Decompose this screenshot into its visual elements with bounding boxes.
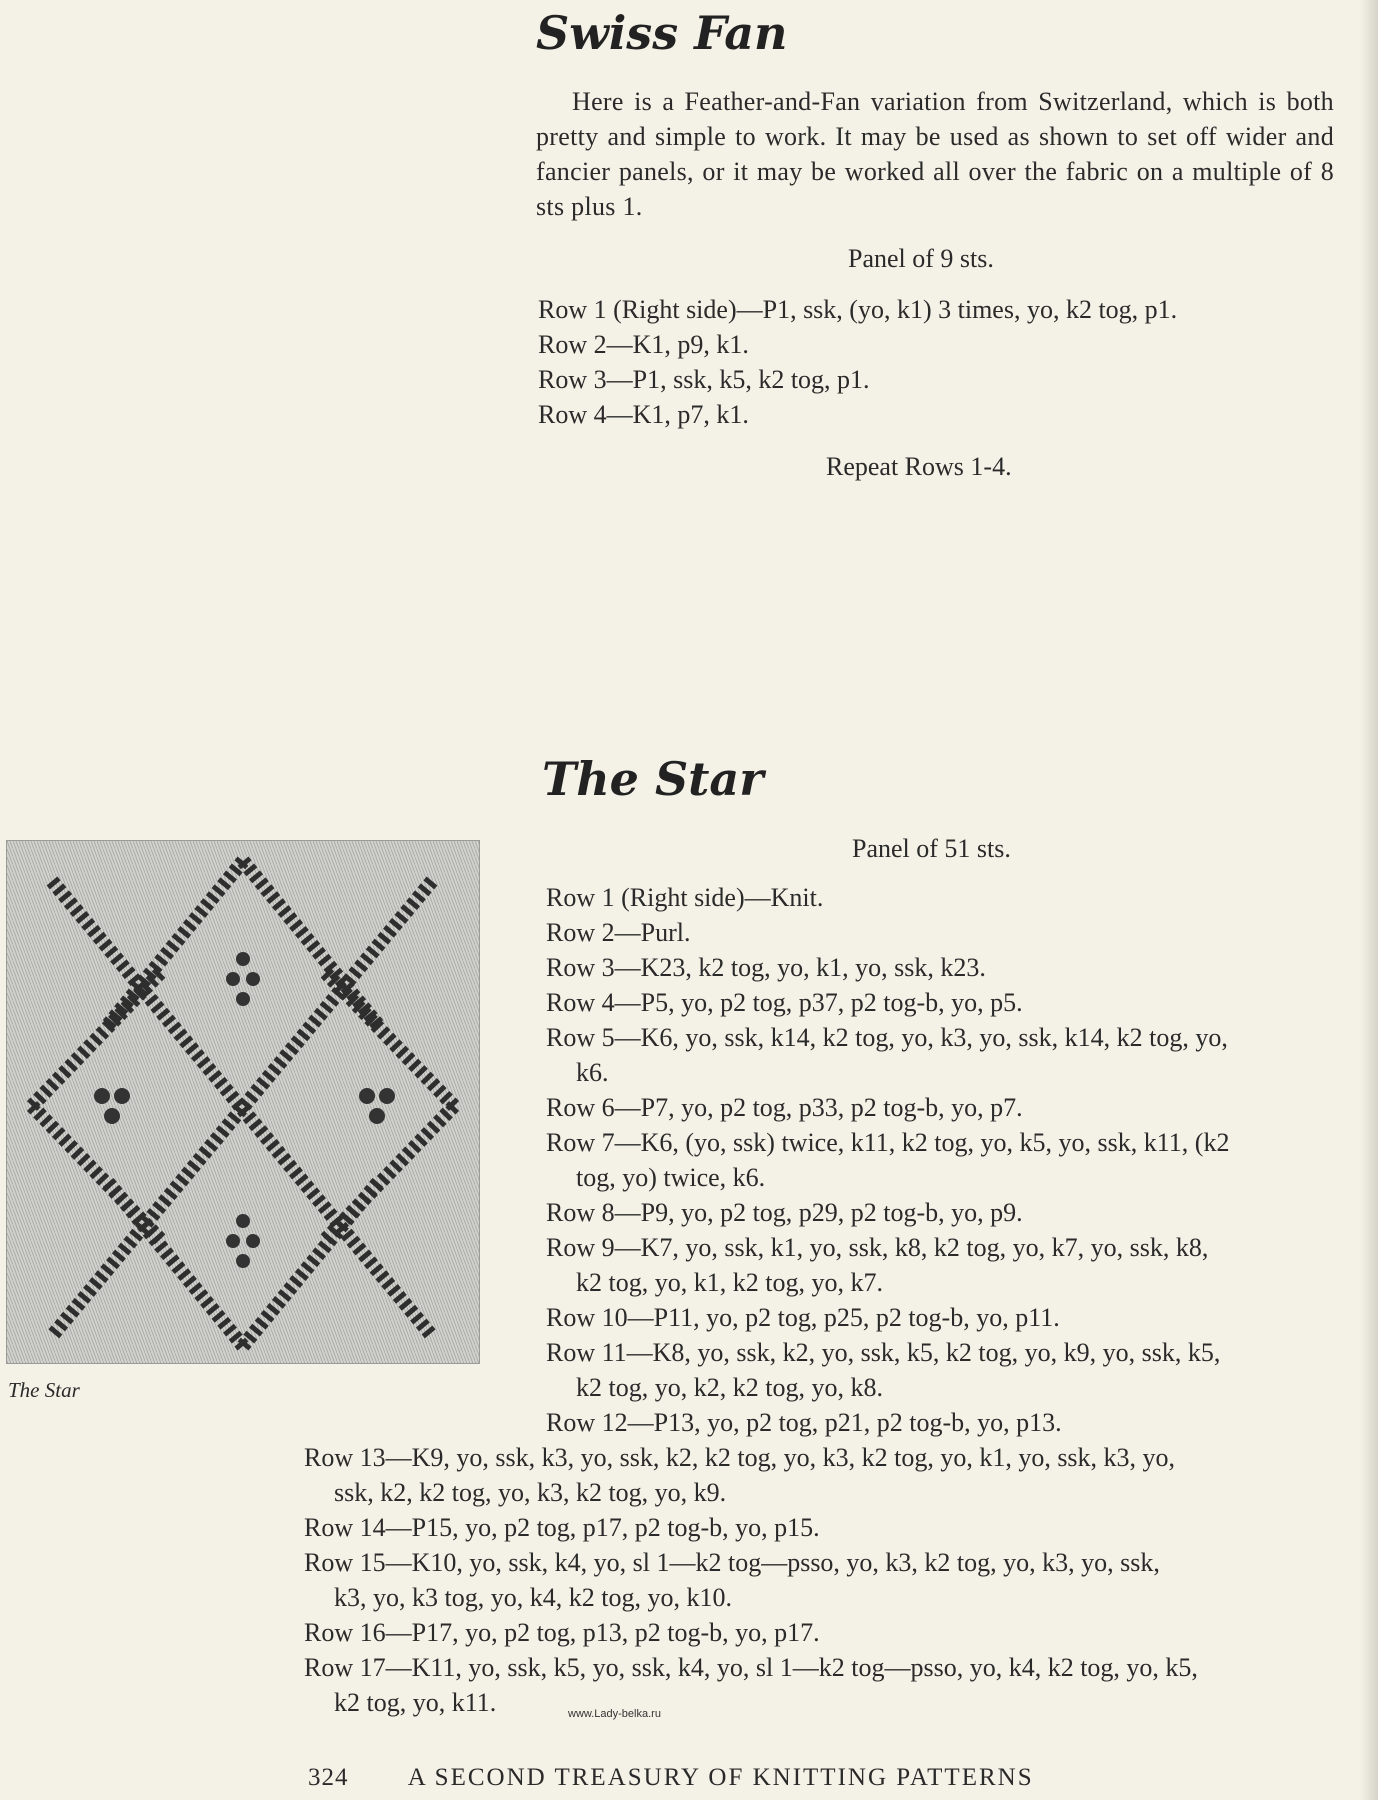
swiss-fan-instructions — [538, 292, 1338, 432]
star-row-line: Row 16—P17, yo, p2 tog, p13, p2 tog-b, yo, p17. — [304, 1618, 820, 1647]
star-row-continuation: k3, yo, k3 tog, yo, k4, k2 tog, yo, k10. — [334, 1583, 732, 1612]
star-row — [546, 1090, 1346, 1125]
star-row-continuation: k2 tog, yo, k1, k2 tog, yo, k7. — [576, 1268, 883, 1297]
swiss-fan-row: Row 2—K1, p9, k1. — [538, 330, 749, 359]
star-row — [546, 1195, 1346, 1230]
star-row-line: Row 10—P11, yo, p2 tog, p25, p2 tog-b, yo, p11. — [546, 1303, 1060, 1332]
swiss-fan-panel: Panel of 9 sts. — [848, 244, 994, 273]
star-row-continuation: tog, yo) twice, k6. — [576, 1163, 766, 1192]
swiss-fan-row: Row 3—P1, ssk, k5, k2 tog, p1. — [538, 365, 870, 394]
star-row — [546, 1125, 1346, 1195]
the-star-panel: Panel of 51 sts. — [852, 834, 1011, 863]
page-edge-shadow — [1360, 0, 1378, 1800]
the-star-instructions-narrow — [546, 880, 1346, 1440]
star-row — [546, 1300, 1346, 1335]
star-row-line: Row 15—K10, yo, ssk, k4, yo, sl 1—k2 tog—psso, yo, k3, k2 tog, yo, k3, yo, ssk, — [304, 1548, 1160, 1577]
page-number: 324 — [308, 1764, 349, 1791]
star-row-continuation: k2 tog, yo, k2, k2 tog, yo, k8. — [576, 1373, 883, 1402]
star-row-line: Row 11—K8, yo, ssk, k2, yo, ssk, k5, k2 tog, yo, k9, yo, ssk, k5, — [546, 1338, 1221, 1367]
star-row — [304, 1510, 1364, 1545]
star-row — [546, 880, 1346, 915]
star-row-line: Row 4—P5, yo, p2 tog, p37, p2 tog-b, yo, p5. — [546, 988, 1023, 1017]
star-row-line: Row 9—K7, yo, ssk, k1, yo, ssk, k8, k2 tog, yo, k7, yo, ssk, k8, — [546, 1233, 1209, 1262]
star-row-line: Row 8—P9, yo, p2 tog, p29, p2 tog-b, yo, p9. — [546, 1198, 1023, 1227]
star-row-continuation: k2 tog, yo, k11. — [334, 1688, 497, 1717]
star-row-line: Row 17—K11, yo, ssk, k5, yo, ssk, k4, yo, sl 1—k2 tog—psso, yo, k4, k2 tog, yo, k5, — [304, 1653, 1198, 1682]
star-row-line: Row 2—Purl. — [546, 918, 691, 947]
star-row-line: Row 6—P7, yo, p2 tog, p33, p2 tog-b, yo, p7. — [546, 1093, 1023, 1122]
star-row — [546, 915, 1346, 950]
star-row — [304, 1545, 1364, 1615]
star-row-line: Row 7—K6, (yo, ssk) twice, k11, k2 tog, yo, k5, yo, ssk, k11, (k2 — [546, 1128, 1230, 1157]
swiss-fan-repeat: Repeat Rows 1-4. — [826, 452, 1012, 481]
swiss-fan-intro: Here is a Feather-and-Fan variation from Switzerland, which is both pretty and simple to work. It may be used as shown to set off wider and fancier panels, or it may be worked all over the fabric on a multiple of 8 sts plus 1. — [536, 87, 1334, 221]
book-title: A SECOND TREASURY OF KNITTING PATTERNS — [407, 1764, 1034, 1791]
page-footer — [308, 1764, 1034, 1792]
star-row-line: Row 12—P13, yo, p2 tog, p21, p2 tog-b, yo, p13. — [546, 1408, 1062, 1437]
the-star-instructions-wide — [304, 1440, 1364, 1720]
star-row-line: Row 14—P15, yo, p2 tog, p17, p2 tog-b, yo, p15. — [304, 1513, 820, 1542]
star-row-continuation: k6. — [576, 1058, 609, 1087]
star-row — [546, 1230, 1346, 1300]
swiss-fan-title: Swiss Fan — [536, 6, 788, 60]
star-row-line: Row 13—K9, yo, ssk, k3, yo, ssk, k2, k2 tog, yo, k3, k2 tog, yo, k1, yo, ssk, k3, yo, — [304, 1443, 1176, 1472]
watermark: www.Lady-belka.ru — [568, 1708, 661, 1720]
star-row-continuation: ssk, k2, k2 tog, yo, k3, k2 tog, yo, k9. — [334, 1478, 727, 1507]
the-star-title: The Star — [542, 752, 764, 806]
star-row-line: Row 1 (Right side)—Knit. — [546, 883, 824, 912]
star-row — [546, 985, 1346, 1020]
star-row-line: Row 5—K6, yo, ssk, k14, k2 tog, yo, k3, yo, ssk, k14, k2 tog, yo, — [546, 1023, 1228, 1052]
star-row — [546, 1020, 1346, 1090]
star-row — [546, 1405, 1346, 1440]
star-photo-caption: The Star — [8, 1378, 80, 1402]
swiss-fan-row: Row 1 (Right side)—P1, ssk, (yo, k1) 3 times, yo, k2 tog, p1. — [538, 295, 1178, 324]
star-row — [546, 950, 1346, 985]
star-swatch-photo — [6, 840, 480, 1364]
star-row — [304, 1615, 1364, 1650]
star-row — [304, 1650, 1364, 1720]
star-row-line: Row 3—K23, k2 tog, yo, k1, yo, ssk, k23. — [546, 953, 986, 982]
star-row — [304, 1440, 1364, 1510]
star-pattern-image — [7, 841, 479, 1363]
swiss-fan-row: Row 4—K1, p7, k1. — [538, 400, 749, 429]
star-row — [546, 1335, 1346, 1405]
